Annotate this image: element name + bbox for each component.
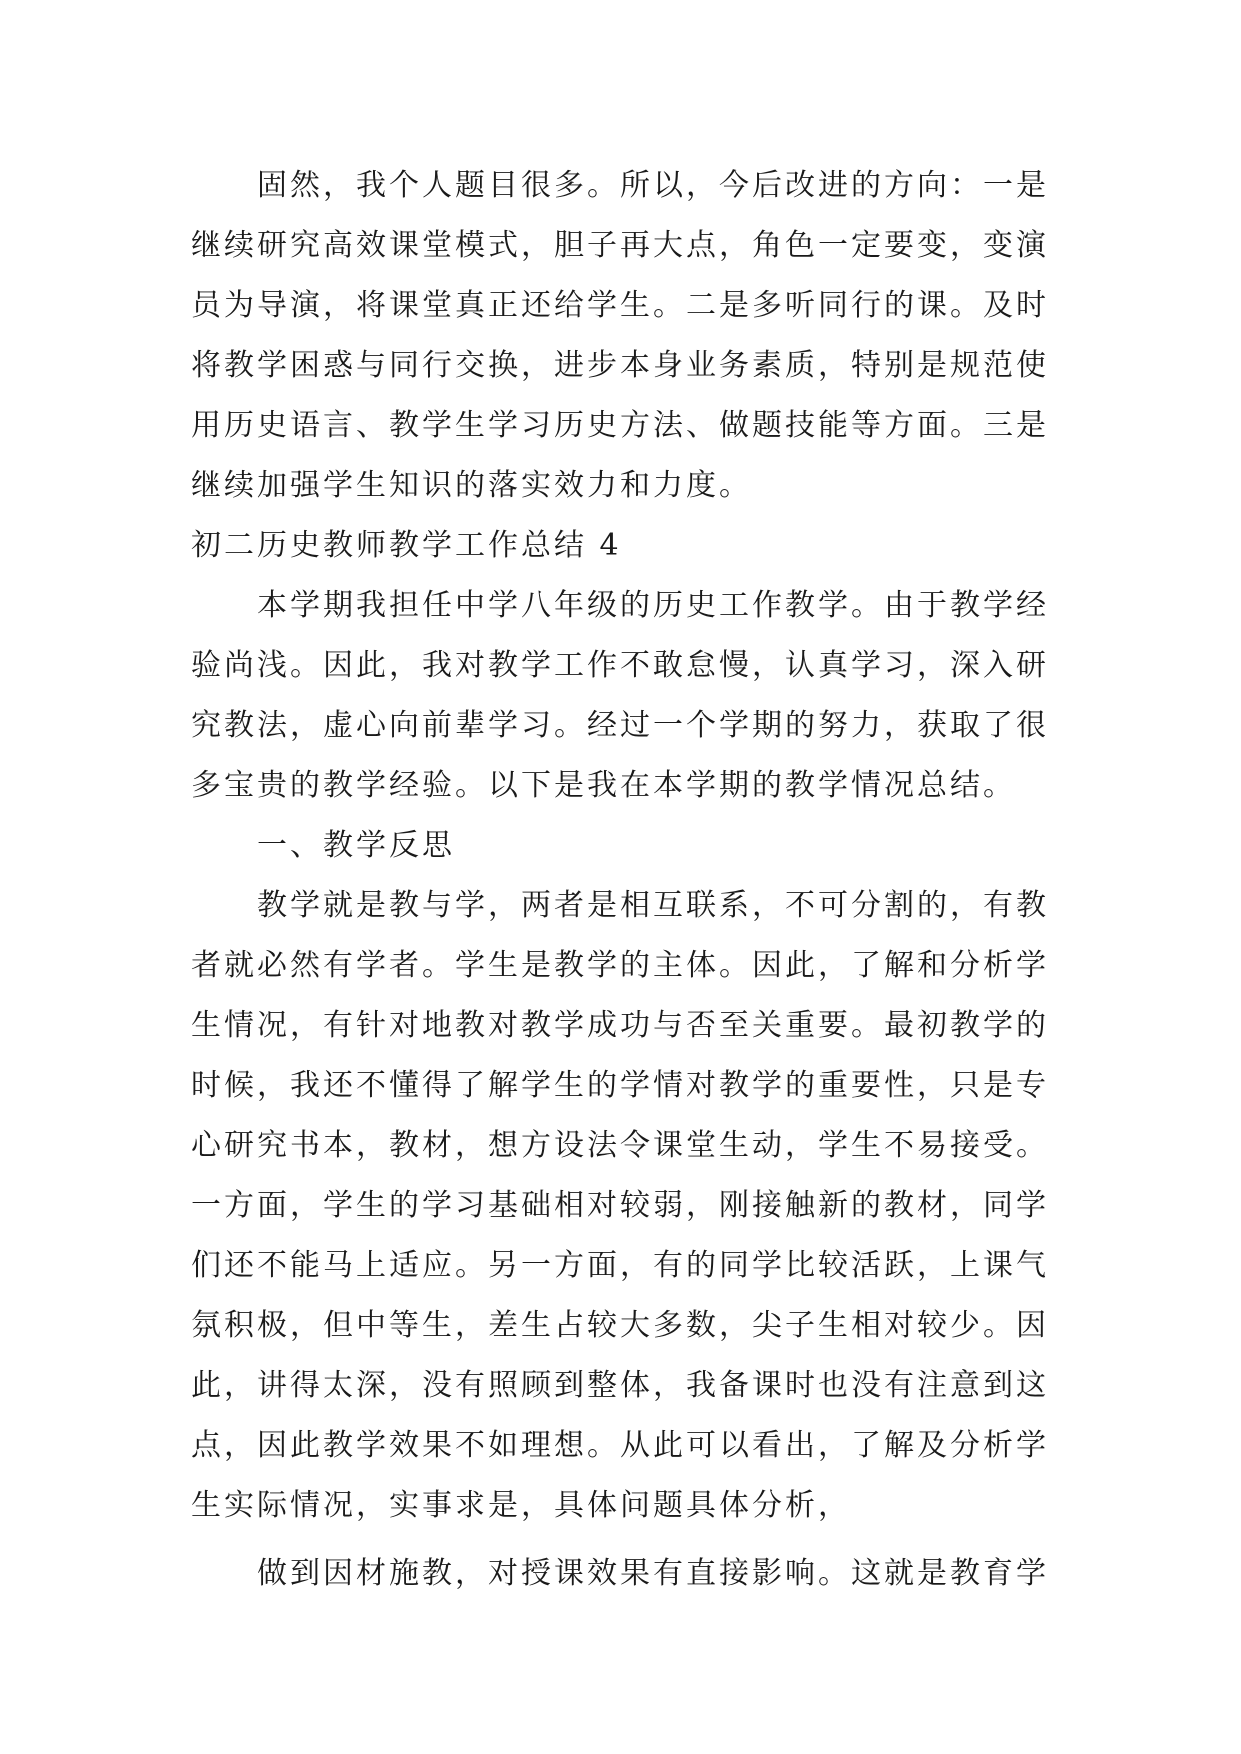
paragraph-line: 生情况，有针对地教对教学成功与否至关重要。最初教学的 xyxy=(191,1008,1049,1043)
paragraph-gap xyxy=(191,1536,1051,1544)
paragraph-line: 做到因材施教，对授课效果有直接影响。这就是教育学 xyxy=(257,1556,1049,1591)
document-body xyxy=(191,156,1051,1604)
paragraph-line: 点，因此教学效果不如理想。从此可以看出，了解及分析学 xyxy=(191,1428,1049,1463)
paragraph-line: 究教法，虚心向前辈学习。经过一个学期的努力，获取了很 xyxy=(191,708,1049,743)
paragraph-line: 将教学困惑与同行交换，进步本身业务素质，特别是规范使 xyxy=(191,348,1049,383)
paragraph-line: 此，讲得太深，没有照顾到整体，我备课时也没有注意到这 xyxy=(191,1368,1049,1403)
paragraph-line: 本学期我担任中学八年级的历史工作教学。由于教学经 xyxy=(257,588,1049,623)
paragraph-line: 时候，我还不懂得了解学生的学情对教学的重要性，只是专 xyxy=(191,1068,1049,1103)
paragraph-line: 验尚浅。因此，我对教学工作不敢怠慢，认真学习，深入研 xyxy=(191,648,1049,683)
paragraph-line: 心研究书本，教材，想方设法令课堂生动，学生不易接受。 xyxy=(191,1128,1049,1163)
paragraph-line: 教学就是教与学，两者是相互联系，不可分割的，有教 xyxy=(257,888,1049,923)
paragraph-line: 员为导演，将课堂真正还给学生。二是多听同行的课。及时 xyxy=(191,288,1049,323)
paragraph-line: 们还不能马上适应。另一方面，有的同学比较活跃，上课气 xyxy=(191,1248,1049,1283)
paragraph-line: 氛积极，但中等生，差生占较大多数，尖子生相对较少。因 xyxy=(191,1308,1049,1343)
paragraph-line: 固然，我个人题目很多。所以，今后改进的方向：一是 xyxy=(257,168,1049,203)
paragraph-line: 多宝贵的教学经验。以下是我在本学期的教学情况总结。 xyxy=(191,768,1016,803)
subsection-heading: 一、教学反思 xyxy=(257,828,455,863)
paragraph-line: 一方面，学生的学习基础相对较弱，刚接触新的教材，同学 xyxy=(191,1188,1049,1223)
paragraph-line: 用历史语言、教学生学习历史方法、做题技能等方面。三是 xyxy=(191,408,1049,443)
paragraph-line: 继续研究高效课堂模式，胆子再大点，角色一定要变，变演 xyxy=(191,228,1049,263)
paragraph-line: 者就必然有学者。学生是教学的主体。因此，了解和分析学 xyxy=(191,948,1049,983)
section-heading: 初二历史教师教学工作总结 4 xyxy=(191,528,622,563)
paragraph-line: 生实际情况，实事求是，具体问题具体分析， xyxy=(191,1488,851,1523)
paragraph-line: 继续加强学生知识的落实效力和力度。 xyxy=(191,468,752,503)
